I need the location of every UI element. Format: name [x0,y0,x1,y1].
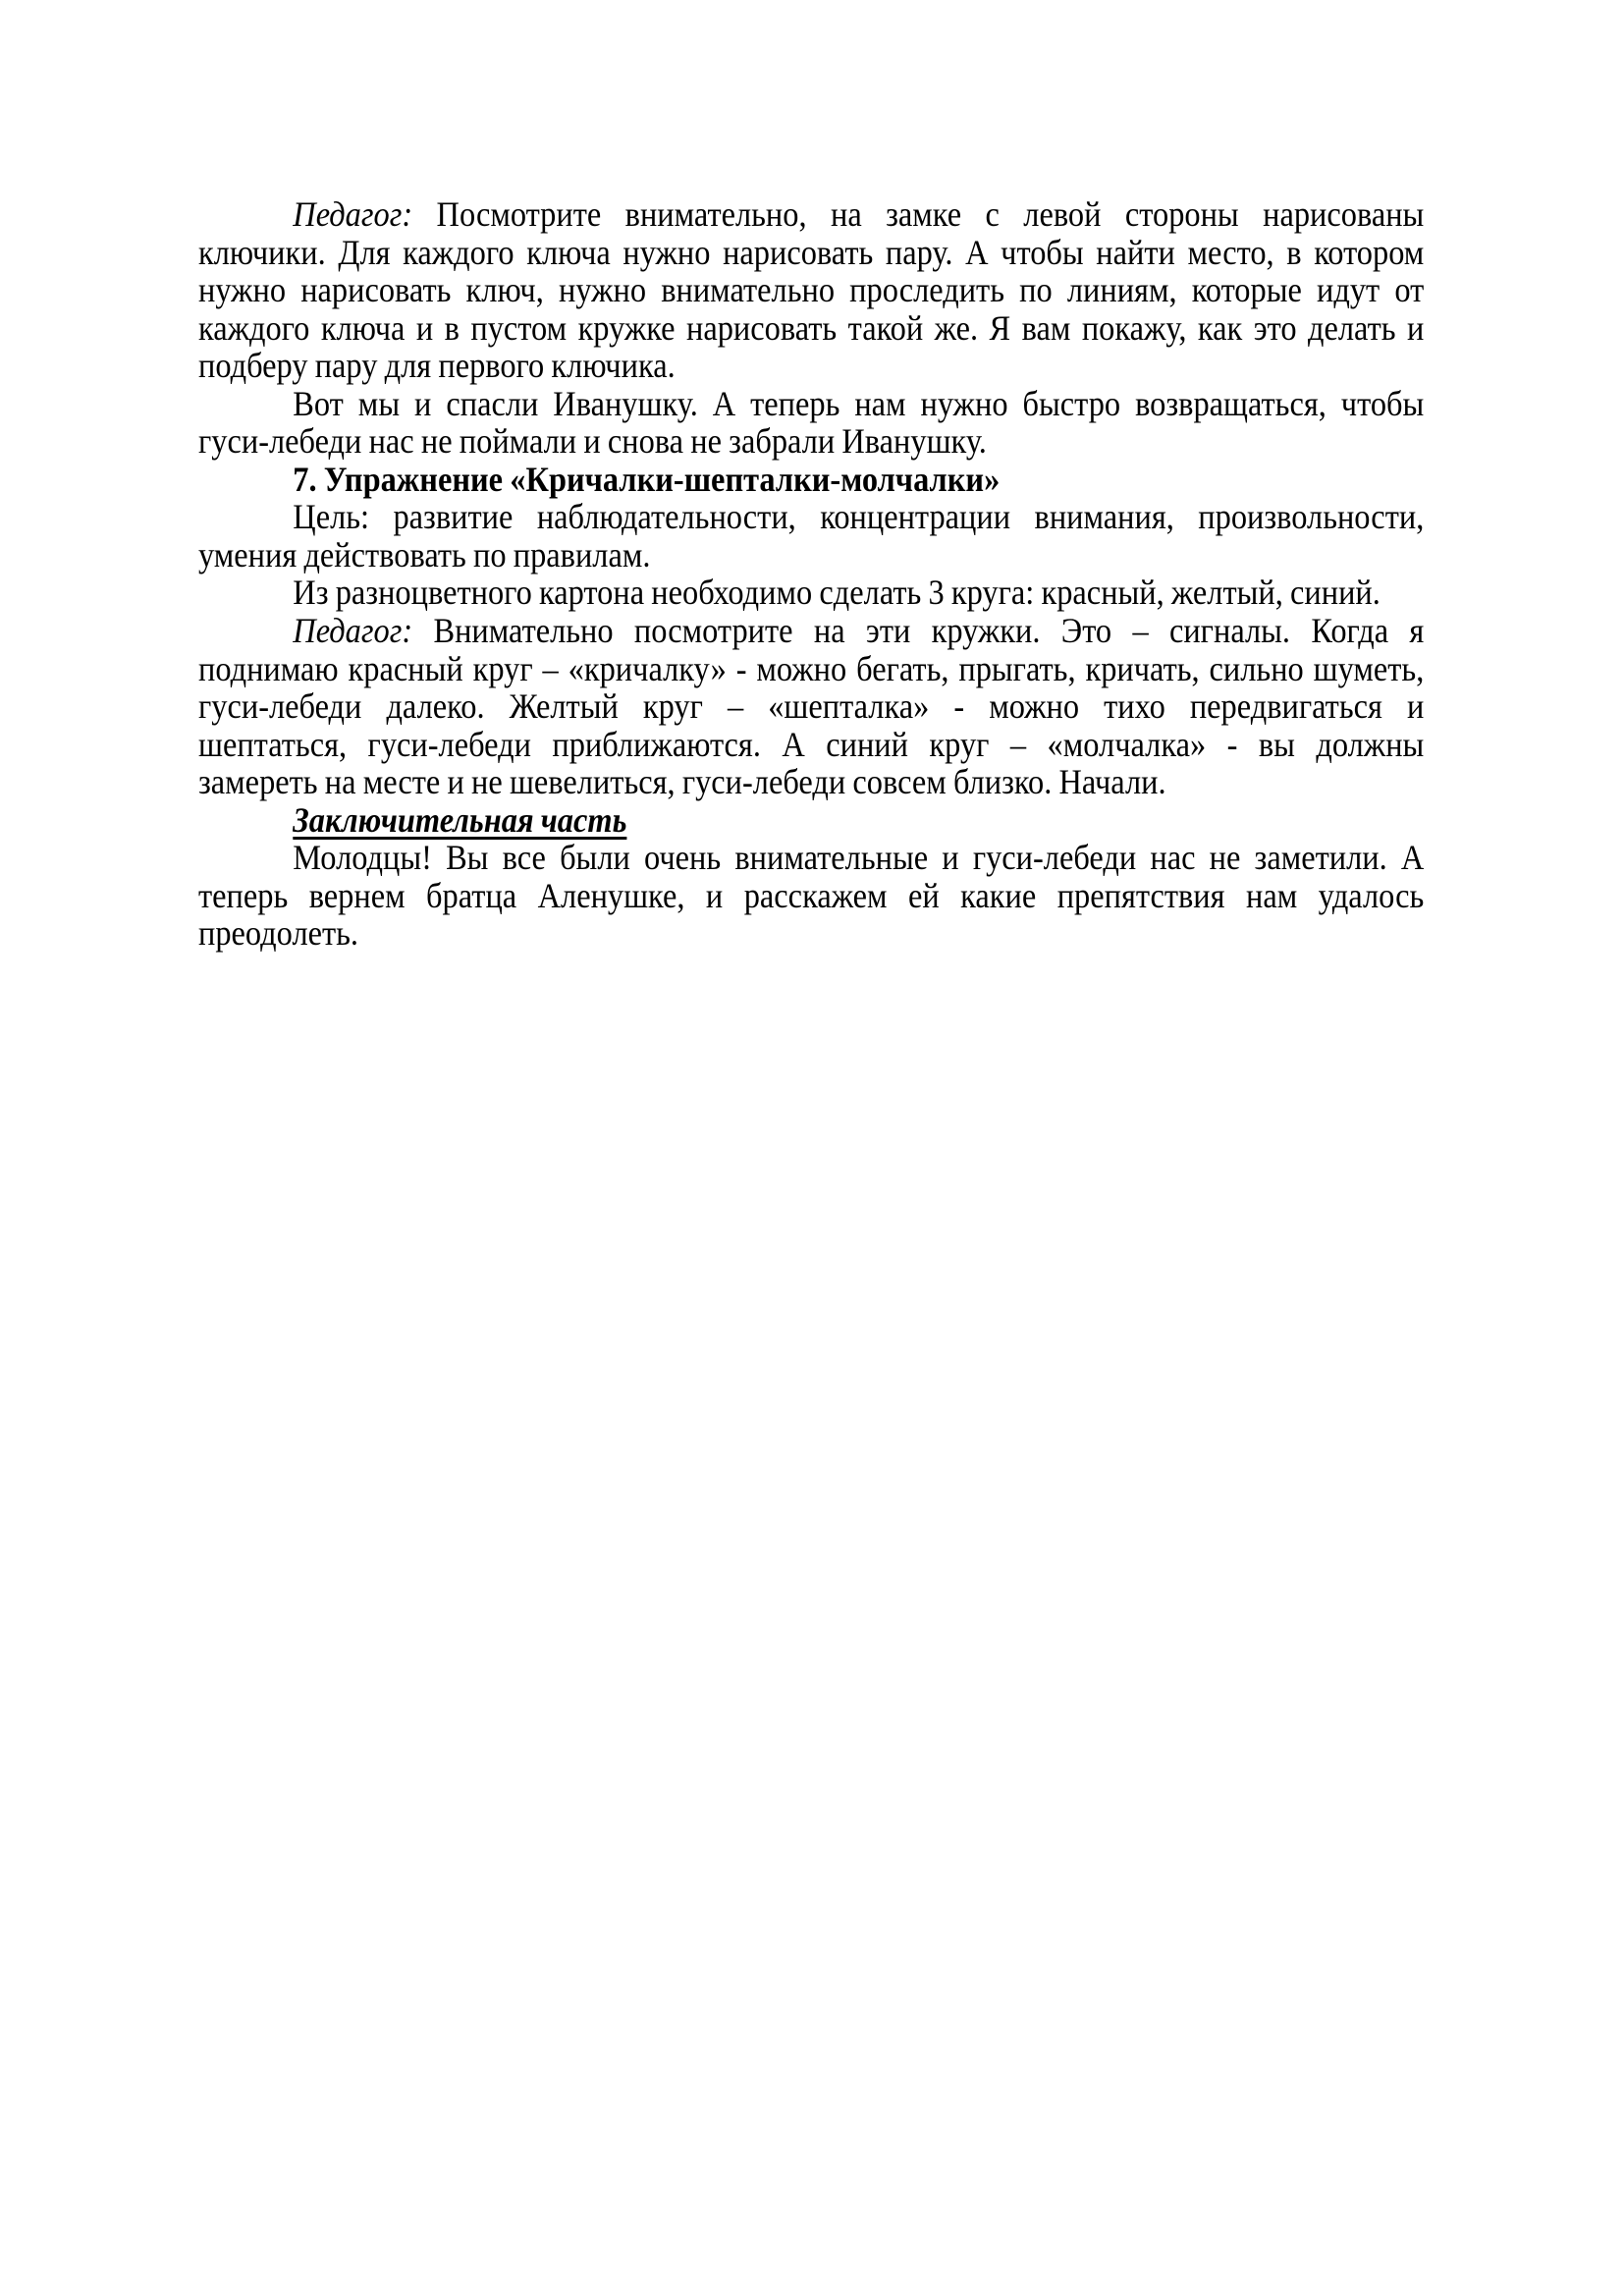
text-line [198,309,1424,348]
text-segment-regular: гуси-лебеди нас не поймали и снова не забрали Иванушку. [198,421,987,462]
text-line [198,498,1424,536]
text-line [198,461,1424,499]
document-text [198,195,1424,953]
text-segment-regular: Посмотрите внимательно, на замке с левой стороны нарисованы [436,194,1425,234]
text-line [198,271,1424,309]
paragraph-cardboard-circles [198,574,1424,612]
paragraph-pedagog-keys [198,195,1424,385]
heading-final-part [198,801,1424,840]
text-segment-regular: нужно нарисовать ключ, нужно внимательно проследить по линиям, которые идут от [198,270,1425,310]
text-line [198,839,1424,877]
text-line [198,763,1424,801]
paragraph-goal [198,498,1424,574]
text-segment-italic: Педагог: [293,611,434,651]
heading-exercise-7 [198,461,1424,499]
paragraph-conclusion [198,839,1424,953]
paragraph-pedagog-signals [198,612,1424,801]
text-line [198,650,1424,688]
text-segment-regular: Молодцы! Вы все были очень внимательные и гуси-лебеди нас не заметили. А [293,838,1425,878]
text-segment-regular: подберу пару для первого ключика. [198,346,676,386]
text-line [198,612,1424,650]
text-segment-regular: умения действовать по правилам. [198,534,651,574]
text-segment-bold: 7. Упражнение «Кричалки-шепталки-молчалки» [293,459,1001,499]
text-segment-bold-italic-underline: Заключительная часть [293,799,627,840]
text-line [198,726,1424,764]
text-segment-regular: шептаться, гуси-лебеди приближаются. А синий круг – «молчалка» - вы должны [198,724,1425,764]
text-segment-regular: Из разноцветного картона необходимо сделать 3 круга: красный, желтый, синий. [293,573,1380,613]
text-line [198,385,1424,423]
text-segment-regular: каждого ключа и в пустом кружке нарисовать такой же. Я вам покажу, как это делать и [198,307,1425,348]
text-line [198,877,1424,915]
text-line [198,422,1424,461]
text-line [198,536,1424,574]
text-segment-regular: преодолеть. [198,913,359,954]
text-line [198,574,1424,612]
text-segment-regular: ключики. Для каждого ключа нужно нарисовать пару. А чтобы найти место, в котором [198,232,1425,272]
text-segment-regular: гуси-лебеди далеко. Желтый круг – «шепталка» - можно тихо передвигаться и [198,686,1425,727]
text-segment-regular: Вот мы и спасли Иванушку. А теперь нам нужно быстро возвращаться, чтобы [293,383,1425,423]
text-line [198,914,1424,953]
text-segment-regular: теперь вернем братца Аленушке, и расскажем ей какие препятствия нам удалось [198,875,1425,915]
text-segment-regular: замереть на месте и не шевелиться, гуси-лебеди совсем близко. Начали. [198,762,1166,802]
text-line [198,687,1424,726]
text-line [198,234,1424,272]
text-segment-regular: поднимаю красный круг – «кричалку» - можно бегать, прыгать, кричать, сильно шуметь, [198,648,1425,688]
text-line [198,801,1424,840]
text-line [198,195,1424,234]
paragraph-saved-ivanushka [198,385,1424,461]
text-segment-regular: Внимательно посмотрите на эти кружки. Это – сигналы. Когда я [433,611,1425,651]
text-line [198,347,1424,385]
text-segment-regular: Цель: развитие наблюдательности, концентрации внимания, произвольности, [293,497,1425,537]
text-segment-italic: Педагог: [293,194,437,234]
